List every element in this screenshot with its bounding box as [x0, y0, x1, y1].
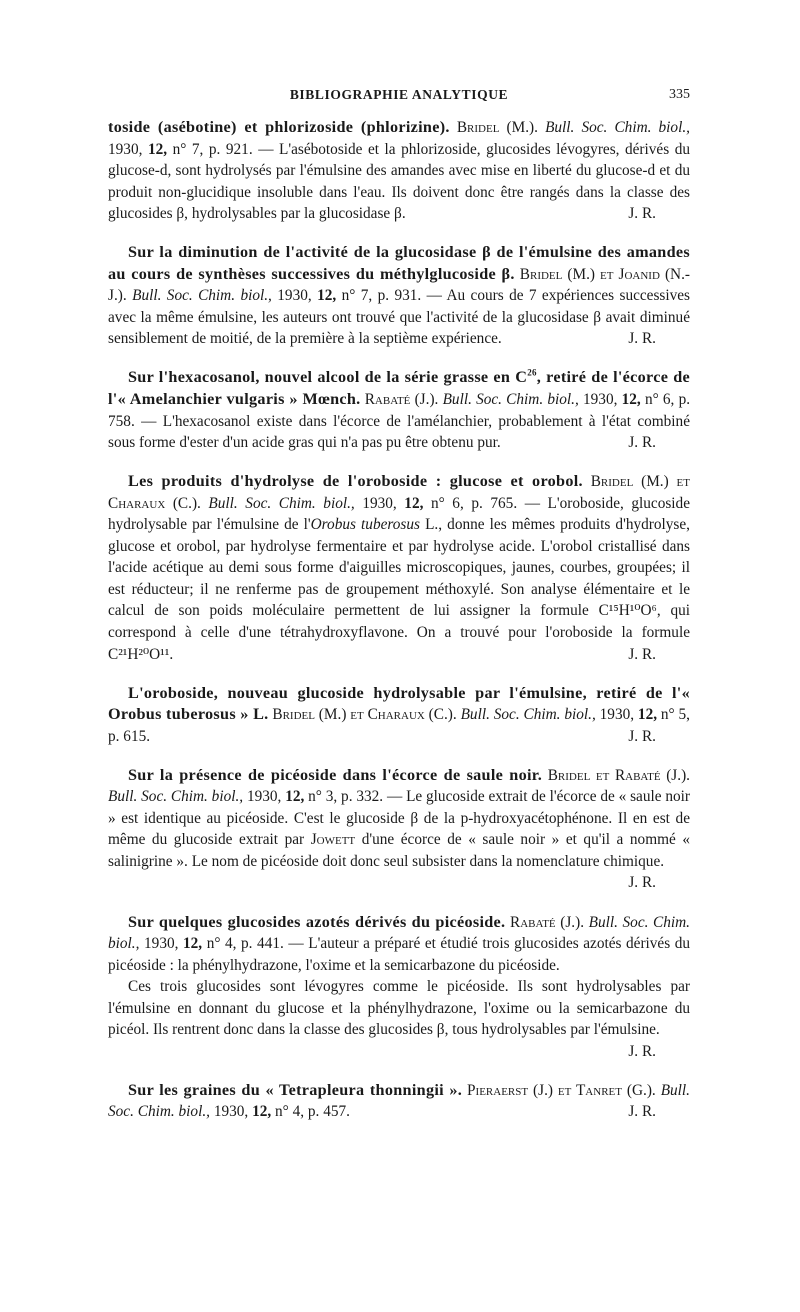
entry-initials: J. R.	[628, 1042, 656, 1060]
entry-issue: n° 6, p. 758.	[108, 391, 691, 430]
entry-journal: Bull. Soc. Chim. biol.,	[442, 391, 579, 409]
abstract-entry	[108, 117, 690, 225]
entry-journal: Bull. Soc. Chim. biol.,	[108, 1081, 691, 1121]
entry-title: toside (asébotine) et phlorizoside (phlorizine).	[108, 118, 450, 136]
entry-author: Bridel (M.) et Charaux (C.).	[108, 473, 690, 512]
entry-author: Bridel (M.) et Charaux (C.).	[272, 706, 457, 724]
entry-issue: n° 6, p. 765.	[430, 494, 518, 512]
entry-body-part: — L'oroboside, glucoside hydrolysable par l'émulsine de l'	[108, 494, 690, 534]
entry-title-part: Sur l'hexacosanol, nouvel alcool de la série grasse en C	[128, 368, 528, 387]
entry-body-part: L., donne les mêmes produits d'hydrolyse, glucose et orobol, par hydrolyse fermentaire et par hydrolyse acide. L'orobol cristallisé dans l'acide acétique au demi sous forme d'aiguilles microscopiques, jaunes, courbes, groupées; il est réducteur; il ne renferme pas de groupement méthoxylé. Son analyse élémentaire et le calcul de son poids moléculaire permettent de lui assigner la formule	[108, 516, 690, 620]
abstract-entry	[108, 912, 690, 1063]
entry-initials: J. R.	[628, 645, 656, 663]
entry-issue: n° 7, p. 921.	[172, 140, 253, 158]
entry-body-part: d'une écorce de « saule noir » et qu'il a nommé « salinigrine ». Le nom de picéoside doit donc seul subsister dans la nomenclature chimique.	[108, 831, 690, 870]
entry-journal: Bull. Soc. Chim. biol.,	[208, 494, 355, 512]
entry-volume: 12,	[147, 140, 168, 158]
entry-body-species: Orobus tuberosus	[310, 516, 420, 534]
entry-journal: Bull. Soc. Chim. biol.,	[108, 913, 691, 953]
entry-author: Rabaté (J.).	[364, 391, 439, 409]
entry-title: Sur la diminution de l'activité de la glucosidase β de l'émulsine des amandes au cours de synthèses successives du méthylglucoside β.	[108, 243, 690, 283]
entry-volume: 12,	[252, 1103, 272, 1121]
entry-year: 1930,	[144, 935, 179, 953]
page-number: 335	[669, 87, 690, 102]
entry-body: — L'asébotoside et la phlorizoside, glucosides lévogyres, dérivés du glucose-d, sont hydrolysés par l'émulsine des amandes avec mise en liberté du glucose-d et du produit non-glucidique insoluble dans l'eau. Ils doivent donc être rangés dans la classe des glucosides β, hydrolysables par la glucosidase β.	[108, 140, 690, 223]
entry-initials: J. R.	[628, 434, 656, 452]
entry-author: Pieraerst (J.) et Tanret (G.).	[467, 1081, 656, 1099]
entry-journal: Bull. Soc. Chim. biol.,	[545, 119, 690, 136]
entry-journal: Bull. Soc. Chim. biol.,	[460, 706, 596, 724]
abstract-entry	[108, 242, 690, 350]
running-head	[108, 87, 690, 107]
entry-volume: 12,	[404, 494, 424, 512]
entry-body: — L'auteur a préparé et étudié trois glucosides azotés dérivés du picéoside : la phénylhydrazone, l'oxime et la semicarbazone du picéoside.	[108, 935, 691, 974]
entry-issue: n° 5, p. 615.	[108, 706, 690, 745]
entry-year: 1930,	[599, 706, 635, 724]
entry-initials: J. R.	[628, 727, 656, 745]
chemical-formula: C²¹H²⁰O¹¹	[108, 645, 170, 663]
entry-year: 1930,	[277, 287, 312, 305]
entry-body: — Au cours de 7 expériences successives avec la même émulsine, les auteurs ont trouvé que l'activité de la glucosidase β avait diminué sensiblement de moitié, de la première à la septième expérience.	[108, 287, 691, 348]
entry-title-superscript: 26	[527, 368, 537, 379]
entry-body	[108, 495, 690, 663]
entry-initials: J. R.	[628, 874, 656, 892]
abstract-entry	[108, 683, 690, 748]
entry-title: Sur les graines du « Tetrapleura thonningii ».	[128, 1080, 463, 1099]
abstracts-column	[108, 117, 690, 1140]
entry-year: 1930,	[362, 494, 397, 512]
entry-year: 1930,	[246, 788, 282, 806]
entry-journal: Bull. Soc. Chim. biol.,	[108, 788, 244, 806]
entry-initials: J. R.	[628, 1103, 656, 1121]
entry-issue: n° 7, p. 931.	[341, 287, 422, 305]
entry-year: 1930,	[108, 140, 143, 158]
entry-body-author-ref: Jowett	[310, 831, 356, 849]
entry-author: Bridel (M.).	[456, 119, 538, 136]
entry-volume: 12,	[637, 706, 658, 724]
entry-issue: n° 4, p. 441.	[206, 935, 284, 953]
entry-title: Sur quelques glucosides azotés dérivés du picéoside.	[128, 912, 506, 931]
entry-volume: 12,	[285, 788, 305, 806]
running-head-title: BIBLIOGRAPHIE ANALYTIQUE	[289, 87, 509, 102]
entry-body-part: .	[169, 645, 174, 663]
entry-author: Rabaté (J.).	[510, 913, 585, 931]
entry-year: 1930,	[583, 391, 618, 409]
entry-initials: J. R.	[628, 330, 656, 348]
entry-title-part: , retiré de l'écorce de l'« Amelanchier vulgaris » Mœnch.	[108, 368, 690, 409]
entry-author: Bridel et Rabaté (J.).	[547, 766, 690, 784]
chemical-formula: C¹⁵H¹⁰O⁶	[598, 602, 657, 620]
abstract-entry	[108, 765, 690, 894]
entry-journal: Bull. Soc. Chim. biol.,	[132, 287, 272, 305]
entry-initials: J. R.	[628, 205, 656, 223]
entry-volume: 12,	[183, 935, 203, 953]
entry-body-paragraph: Ces trois glucosides sont lévogyres comme le picéoside. Ils sont hydrolysables par l'émulsine en donnant du glucose et la phénylhydrazone, l'oxime ou la semicarbazone du picéol. Ils rentrent donc dans la classe des glucosides β, tous hydrolysables par l'émulsine.	[108, 978, 690, 1039]
entry-title: L'oroboside, nouveau glucoside hydrolysable par l'émulsine, retiré de l'« Orobus tuberosus » L.	[108, 683, 690, 724]
entry-issue: n° 4, p. 457.	[275, 1103, 350, 1121]
entry-year: 1930,	[213, 1103, 249, 1121]
entry-title: Sur la présence de picéoside dans l'écorce de saule noir.	[128, 765, 543, 784]
abstract-entry	[108, 471, 690, 665]
entry-issue: n° 3, p. 332.	[308, 788, 384, 806]
entry-body-part: — Le glucoside extrait de l'écorce de « saule noir » est identique au picéoside. C'est le glucoside β de la p-hydroxyacétophénone. Il en est de même du glucoside extrait par	[108, 788, 691, 849]
entry-volume: 12,	[621, 391, 641, 409]
entry-title: Les produits d'hydrolyse de l'oroboside : glucose et orobol.	[128, 472, 583, 491]
abstract-entry	[108, 1080, 690, 1123]
entry-body-part: , qui correspond à celle d'une tétrahydroxyflavone. On a trouvé pour l'oroboside la formule	[108, 602, 690, 641]
abstract-entry	[108, 367, 690, 453]
entry-body: — L'hexacosanol existe dans l'écorce de l'amélanchier, probablement à l'état combiné sous forme d'ester d'un acide gras qui n'a pas pu être obtenu pur.	[108, 412, 690, 452]
entry-author: Bridel (M.) et Joanid (N.-J.).	[108, 265, 691, 305]
entry-volume: 12,	[317, 287, 337, 305]
